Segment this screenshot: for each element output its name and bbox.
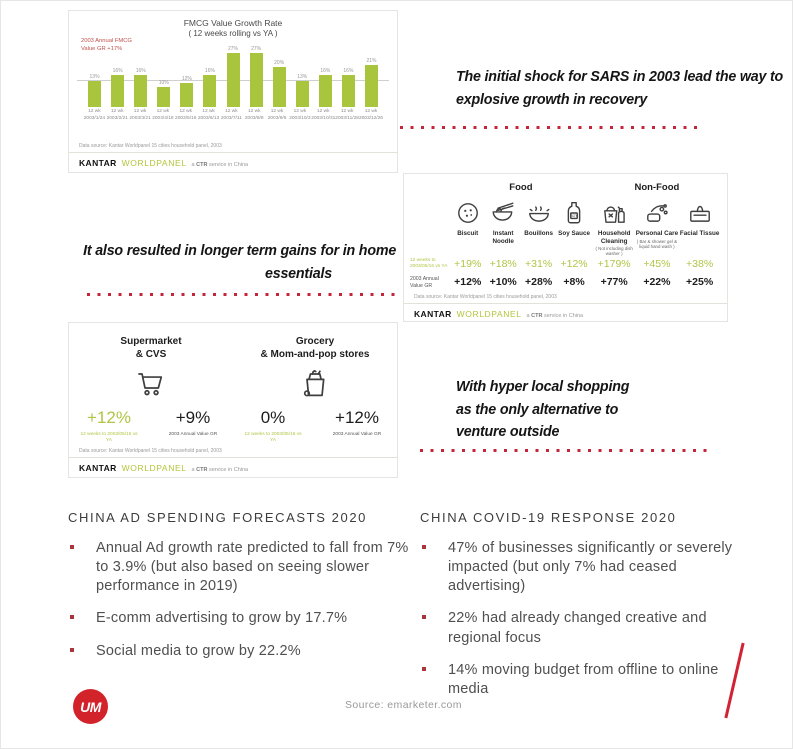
x-axis-label-date: 2003/10/31 — [311, 115, 336, 121]
x-axis-label-week: 12 wk — [364, 109, 378, 115]
headline-line: It also resulted in longer term gains for in home — [83, 242, 397, 259]
food-12wk-value: +179% — [597, 258, 631, 270]
retail-stat-caption: 2003 Annual Value GR — [168, 432, 218, 437]
bar — [180, 83, 193, 107]
retail-stat-value: 0% — [260, 408, 286, 427]
x-axis-label-week: 12 wk — [270, 109, 284, 115]
x-axis-label-week: 12 wk — [225, 109, 238, 115]
headline-line: explosive growth in recovery — [456, 90, 648, 108]
bar-column — [198, 68, 221, 107]
bar-column — [152, 80, 175, 107]
bar-value-label: 12% — [181, 76, 192, 83]
nonfood-group — [593, 182, 721, 294]
bar-column — [337, 68, 360, 107]
chart-annotation-line2: Value GR +17% — [81, 45, 123, 52]
x-axis-label — [129, 107, 152, 121]
x-axis-label — [106, 107, 129, 121]
soy-sauce-icon — [561, 196, 587, 230]
nonfood-group-header: Non-Food — [634, 182, 680, 193]
footer-source-text: Source: emarketer.com — [345, 699, 462, 711]
bar-value-label: 21% — [366, 58, 377, 65]
x-axis-label-week: 12 wk — [88, 109, 101, 115]
food-group-header: Food — [509, 182, 533, 193]
food-item-labels — [593, 230, 636, 258]
covid-response-column — [420, 510, 750, 712]
retail-stat-value: +12% — [335, 408, 379, 427]
worldpanel-logo: WORLDPANEL — [121, 158, 187, 168]
bullet-item — [68, 539, 416, 596]
dotted-separator — [400, 126, 700, 129]
kantar-footer — [69, 457, 397, 477]
retail-channels-panel — [68, 322, 398, 478]
bullet-icon — [70, 648, 74, 652]
kantar-service-suffix: service in China — [543, 313, 584, 319]
bar-column — [106, 68, 129, 107]
row-label-12wk: 12 weeks to 2003/05/16 vs YA — [410, 258, 448, 269]
x-axis-label — [288, 107, 311, 121]
headline-line: The initial shock for SARS in 2003 lead the way to — [456, 68, 784, 85]
headline-hyper-local — [456, 376, 629, 444]
bar-column — [245, 46, 268, 107]
retail-stat — [80, 408, 138, 444]
x-axis-label-date: 2003/10/3 — [289, 115, 311, 121]
x-axis-label-week: 12 wk — [133, 109, 147, 115]
bullet-icon — [422, 615, 426, 619]
bar — [88, 81, 101, 107]
bullet-text: Annual Ad growth rate predicted to fall from 7% to 3.9% (but also based on seeing slower performance in 2019) — [96, 540, 409, 595]
bar-value-label: 13% — [89, 74, 100, 81]
bar-value-label: 16% — [112, 68, 123, 75]
retail-section-title — [120, 335, 181, 361]
bullet-item — [68, 609, 416, 628]
row-label-annual: 2003 Annual Value GR — [410, 276, 439, 289]
bar — [227, 53, 240, 107]
fmcg-xlabels — [83, 107, 383, 121]
food-12wk-value: +12% — [560, 258, 588, 270]
x-axis-label — [220, 107, 243, 121]
bullet-text: E-comm advertising to grow by 17.7% — [96, 610, 348, 627]
food-12wk-value: +18% — [489, 258, 517, 270]
bullet-item — [420, 539, 750, 596]
x-axis-label-date: 2003/11/28 — [335, 115, 359, 121]
bar-column — [175, 76, 198, 107]
x-axis-label-date: 2003/4/18 — [152, 115, 174, 121]
x-axis-label-date: 2003/7/11 — [220, 115, 242, 121]
kantar-service-text — [527, 313, 584, 319]
retail-section-title — [261, 335, 370, 361]
bar-column — [291, 74, 314, 107]
kantar-logo: KANTAR — [79, 158, 117, 168]
bar-value-label: 10% — [158, 80, 169, 87]
bullet-text: 22% had already changed creative and regional focus — [448, 610, 707, 646]
headline-home-essentials — [83, 240, 397, 285]
bar-column — [83, 74, 106, 107]
kantar-service-ctr: CTR — [196, 162, 208, 168]
ad-spending-column — [68, 510, 416, 674]
x-axis-label-week: 12 wk — [156, 109, 170, 115]
food-item-labels — [524, 230, 553, 258]
x-axis-label — [311, 107, 335, 121]
x-axis-label — [83, 107, 106, 121]
bar — [273, 67, 286, 107]
food-items-food — [450, 196, 592, 294]
svg-text:SOY: SOY — [570, 214, 578, 219]
chart-title: FMCG Value Growth Rate — [183, 18, 283, 28]
worldpanel-logo: WORLDPANEL — [456, 309, 522, 319]
kantar-logo: KANTAR — [79, 463, 117, 473]
food-item-labels — [485, 230, 520, 258]
bar — [296, 81, 309, 107]
kantar-service-text — [192, 162, 249, 168]
bar — [157, 87, 170, 107]
data-source-note: Data source: Kantar Worldpanel 15 cities household panel, 2003 — [79, 143, 222, 149]
food-item-column — [485, 196, 520, 294]
headline-line: With hyper local shopping — [456, 378, 630, 395]
bar — [111, 75, 124, 107]
retail-stat — [328, 408, 386, 444]
retail-stats — [80, 408, 222, 444]
bullet-icon — [70, 615, 74, 619]
column-bullets-0 — [68, 539, 416, 661]
x-axis-label — [359, 107, 383, 121]
bar-value-label: 27% — [228, 46, 239, 53]
retail-stat-value: +12% — [87, 408, 131, 427]
headline-line: venture outside — [456, 423, 560, 440]
food-annual-value: +25% — [686, 276, 714, 288]
food-12wk-value: +19% — [454, 258, 482, 270]
x-axis-label-date: 2003/3/21 — [129, 115, 151, 121]
food-annual-value: +10% — [489, 276, 517, 288]
kantar-service-prefix: a — [191, 162, 195, 168]
food-item-labels — [680, 230, 719, 258]
food-item-name: Soy Sauce — [558, 230, 591, 237]
bar-column — [221, 46, 244, 107]
kantar-service-ctr: CTR — [531, 313, 543, 319]
kantar-footer — [69, 152, 397, 172]
spacer — [410, 182, 450, 258]
food-item-column — [636, 196, 679, 294]
retail-stat-value: +9% — [175, 408, 211, 427]
x-axis-label-date: 2003/5/16 — [175, 115, 197, 121]
worldpanel-logo: WORLDPANEL — [121, 463, 187, 473]
column-heading: CHINA AD SPENDING FORECASTS 2020 — [68, 510, 367, 525]
bullet-text: Social media to grow by 22.2% — [96, 642, 301, 659]
x-axis-label-date: 2003/9/5 — [267, 115, 287, 121]
facial-tissue-icon — [687, 196, 713, 230]
chart-annotation-line1: 2003 Annual FMCG — [81, 38, 132, 44]
bar-column — [314, 68, 337, 107]
fmcg-chart-panel — [68, 10, 398, 173]
retail-title-line: & Mom-and-pop stores — [260, 349, 370, 360]
x-axis-label — [151, 107, 174, 121]
kantar-service-text — [192, 467, 249, 473]
food-item-name: Facial Tissue — [679, 230, 720, 237]
retail-stats — [244, 408, 386, 444]
food-item-column — [593, 196, 636, 294]
x-axis-label-date: 2003/2/21 — [106, 115, 128, 121]
personal-care-icon — [644, 196, 670, 230]
food-item-name: Instant Noodle — [492, 230, 514, 245]
retail-stat-caption: 12 weeks to 2003/05/16 vs YA — [80, 432, 138, 444]
food-item-labels — [457, 230, 478, 258]
bar-value-label: 20% — [274, 60, 285, 67]
bullet-icon — [422, 667, 426, 671]
food-item-column — [556, 196, 591, 294]
kantar-service-prefix: a — [526, 313, 530, 319]
food-item-note: ( Bar & shower gel & liquid hand wash ) — [636, 238, 678, 249]
headline-sars-recovery — [456, 66, 783, 111]
retail-stat-caption: 2003 Annual Value GR — [332, 432, 382, 437]
kantar-service-prefix: a — [191, 467, 195, 473]
x-axis-label-week: 12 wk — [202, 109, 215, 115]
kantar-footer — [404, 303, 727, 323]
food-12wk-value: +31% — [525, 258, 553, 270]
x-axis-label-week: 12 wk — [179, 109, 192, 115]
household-cleaning-icon — [601, 196, 627, 230]
bar — [134, 75, 147, 107]
retail-title-line: Supermarket — [120, 336, 182, 347]
food-item-name: Bouillons — [524, 230, 553, 237]
um-logo-text: UM — [80, 698, 101, 715]
x-axis-label — [335, 107, 359, 121]
x-axis-label — [197, 107, 220, 121]
food-item-name: Personal Care — [635, 230, 679, 237]
retail-section — [69, 335, 233, 444]
data-source-note: Data source: Kantar Worldpanel 15 cities household panel, 2003 — [79, 448, 222, 454]
bullet-icon — [70, 545, 74, 549]
food-group — [450, 182, 592, 294]
kantar-service-ctr: CTR — [196, 467, 208, 473]
x-axis-label-date: 2003/8/8 — [244, 115, 264, 121]
bullet-item — [68, 642, 416, 661]
food-item-column — [678, 196, 721, 294]
kantar-service-suffix: service in China — [208, 162, 249, 168]
food-item-column — [521, 196, 556, 294]
bar — [203, 75, 216, 107]
x-axis-label-date: 2003/1/24 — [83, 115, 106, 121]
bar-value-label: 16% — [343, 68, 354, 75]
bullet-item — [420, 661, 750, 699]
x-axis-label — [174, 107, 197, 121]
bar-column — [360, 58, 383, 107]
food-annual-value: +28% — [525, 276, 553, 288]
bar-value-label: 16% — [135, 68, 146, 75]
retail-section — [233, 335, 397, 444]
food-item-name: Biscuit — [457, 230, 479, 237]
food-table — [404, 174, 727, 294]
headline-line: essentials — [264, 264, 332, 282]
x-axis-label-date: 2003/12/26 — [358, 115, 383, 121]
retail-sections — [69, 323, 397, 444]
x-axis-label-week: 12 wk — [110, 109, 124, 115]
bar — [342, 75, 355, 107]
chart-subtitle: ( 12 weeks rolling vs YA ) — [188, 29, 278, 39]
food-annual-value: +12% — [454, 276, 482, 288]
data-source-note: Data source: Kantar Worldpanel 15 cities household panel, 2003 — [414, 294, 557, 300]
bar — [250, 53, 263, 107]
dotted-separator — [420, 449, 711, 452]
retail-stat-caption: 12 weeks to 2003/05/16 vs YA — [244, 432, 302, 444]
bouillon-icon — [526, 196, 552, 230]
kantar-service-suffix: service in China — [208, 467, 249, 473]
bullet-item — [420, 609, 750, 647]
bar — [365, 65, 378, 107]
x-axis-label — [266, 107, 289, 121]
food-12wk-value: +45% — [643, 258, 671, 270]
food-item-name: Household Cleaning — [597, 230, 631, 245]
bar-column — [268, 60, 291, 107]
food-annual-value: +77% — [600, 276, 628, 288]
food-item-labels — [636, 230, 679, 258]
food-items-nonfood — [593, 196, 721, 294]
bar — [319, 75, 332, 107]
x-axis-label-week: 12 wk — [340, 109, 354, 115]
bar-value-label: 16% — [320, 68, 331, 75]
retail-title-line: & CVS — [135, 349, 167, 360]
x-axis-label-week: 12 wk — [293, 109, 307, 115]
headline-line: as the only alternative to — [456, 400, 619, 418]
instant-noodle-icon — [490, 196, 516, 230]
column-heading: CHINA COVID-19 RESPONSE 2020 — [420, 510, 677, 525]
bar-column — [129, 68, 152, 107]
food-annual-value: +22% — [643, 276, 671, 288]
x-axis-label-date: 2003/6/13 — [197, 115, 220, 121]
food-item-note: ( Not including dish washer ) — [595, 246, 633, 257]
bar-value-label: 27% — [251, 46, 262, 53]
bar-value-label: 16% — [204, 68, 215, 75]
bar-value-label: 13% — [297, 74, 308, 81]
um-logo — [73, 689, 108, 724]
biscuit-icon — [455, 196, 481, 230]
x-axis-label-week: 12 wk — [247, 109, 261, 115]
grocery-bag-icon — [299, 364, 331, 404]
retail-stat — [244, 408, 302, 444]
x-axis-label-week: 12 wk — [317, 109, 330, 115]
food-12wk-value: +38% — [686, 258, 714, 270]
kantar-logo: KANTAR — [414, 309, 452, 319]
food-row-labels — [410, 182, 450, 294]
bullet-text: 14% moving budget from offline to online media — [448, 661, 719, 697]
dotted-separator — [87, 293, 396, 296]
retail-title-line: Grocery — [295, 336, 335, 347]
bullet-text: 47% of businesses significantly or severely impacted (but only 7% had ceased advertising) — [448, 540, 733, 595]
food-item-column — [450, 196, 485, 294]
retail-stat — [164, 408, 222, 444]
x-axis-label — [243, 107, 266, 121]
bullet-icon — [422, 545, 426, 549]
food-item-labels — [558, 230, 590, 258]
column-bullets-1 — [420, 539, 750, 699]
food-annual-value: +8% — [563, 276, 585, 288]
food-nonfood-panel — [403, 173, 728, 322]
shopping-cart-icon — [135, 364, 167, 404]
